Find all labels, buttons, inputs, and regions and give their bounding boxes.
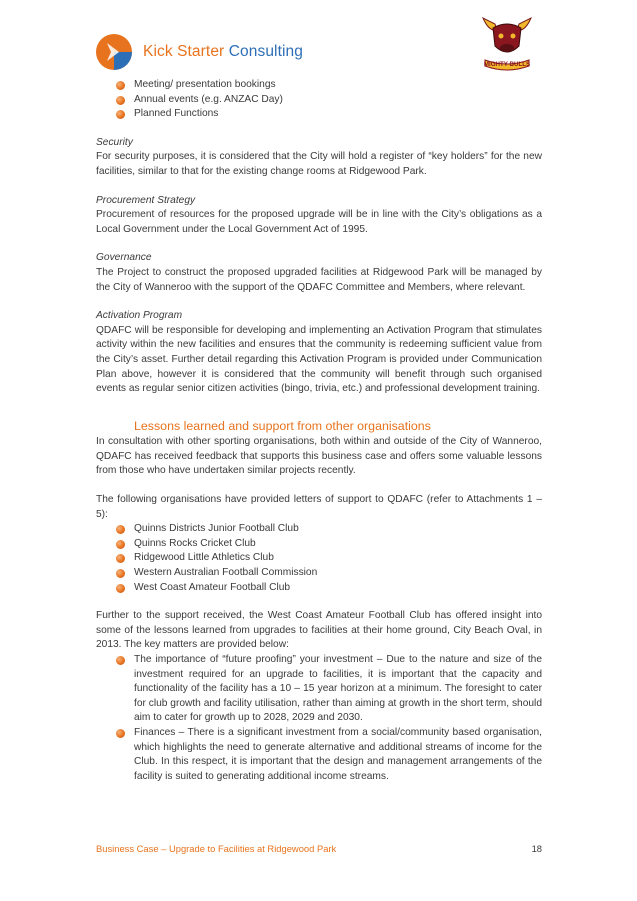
- lessons-intro: In consultation with other sporting organisations, both within and outside of the City of Wanneroo, QDAFC has received feedback that supports this business case and offers some valuable lessons from those who have undertaken similar projects recently.: [96, 436, 542, 477]
- list-item: Annual events (e.g. ANZAC Day): [96, 93, 542, 108]
- procurement-body: Procurement of resources for the proposed upgrade will be in line with the City’s obligations as a Local Government under the Local Government Act of 1995.: [96, 209, 542, 235]
- footer-title: Business Case – Upgrade to Facilities at Ridgewood Park: [96, 843, 337, 854]
- lessons-heading: Lessons learned and support from other organisations: [134, 418, 431, 433]
- booking-list: [96, 78, 542, 122]
- activation-heading: Activation Program: [96, 310, 183, 322]
- security-heading: Security: [96, 136, 133, 148]
- kick-starter-logo: [95, 33, 315, 73]
- governance-body: The Project to construct the proposed upgraded facilities at Ridgewood Park will be managed by the City of Wanneroo with the support of the QDAFC Committee and Members, where relevant.: [96, 266, 542, 293]
- support-intro: The following organisations have provided letters of support to QDAFC (refer to Attachments 1 – 5):: [96, 494, 542, 520]
- list-item: Ridgewood Little Athletics Club: [96, 551, 542, 566]
- key-matters-list: [96, 653, 542, 784]
- further-paragraph: Further to the support received, the West Coast Amateur Football Club has offered insight into some of the lessons learned from upgrades to facilities at their home ground, City Beach Oval, in 2013. The key matters are provided below:: [96, 610, 542, 651]
- list-item: Meeting/ presentation bookings: [96, 78, 542, 93]
- bullet-icon: [116, 540, 125, 549]
- activation-body: QDAFC will be responsible for developing and implementing an Activation Program that stimulates activity within the new facilities and ensures that the community is redeeming sufficient value from the City’s asset. Further detail regarding this Activation Program is provided under Communication Plan above, however it is considered that the community will benefit through such organised events as regular senior citizen activities (bingo, trivia, etc.) and professional development training.: [96, 324, 542, 395]
- kick-starter-logo-icon: [95, 33, 133, 71]
- list-item: Quinns Districts Junior Football Club: [96, 522, 542, 537]
- bullet-icon: [116, 525, 125, 534]
- list-item: The importance of “future proofing” your investment – Due to the nature and size of the investment required for an upgrade to facilities, it is important that the capacity and functionality of the facility has a 10 – 15 year horizon at a minimum. The foresight to cater for club growth and facility utilisation, rather than aiming at growth in the short term, should aim to cater for growth up to 2028, 2029 and 2030.: [96, 653, 542, 726]
- governance-heading: Governance: [96, 252, 152, 264]
- bullet-icon: [116, 96, 125, 105]
- page-footer: [96, 843, 542, 854]
- brand-name: [143, 43, 303, 61]
- organisations-list: [96, 522, 542, 595]
- bullet-icon: [116, 584, 125, 593]
- procurement-heading: Procurement Strategy: [96, 194, 196, 206]
- bullet-icon: [116, 569, 125, 578]
- list-item: Finances – There is a significant investment from a social/community based organisation, which highlights the need to generate alternative and additional streams of income for the Club. In this respect, it is important that the design and management arrangements of the facility is suited to generating additional income streams.: [96, 726, 542, 784]
- mighty-bulls-logo-text: MIGHTY BULLS: [483, 61, 531, 68]
- bullet-icon: [116, 81, 125, 90]
- page-content: [96, 78, 542, 784]
- mighty-bulls-logo: [475, 10, 539, 74]
- list-item: Quinns Rocks Cricket Club: [96, 537, 542, 552]
- bullet-icon: [116, 656, 125, 665]
- bullet-icon: [116, 554, 125, 563]
- bullet-icon: [116, 110, 125, 119]
- list-item: Planned Functions: [96, 107, 542, 122]
- bullet-icon: [116, 729, 125, 738]
- brand-word-2: Consulting: [228, 43, 303, 60]
- brand-word-1: Kick Starter: [143, 43, 225, 60]
- list-item: West Coast Amateur Football Club: [96, 581, 542, 596]
- list-item: Western Australian Football Commission: [96, 566, 542, 581]
- security-body: For security purposes, it is considered that the City will hold a register of “key holders” for the new facilities, similar to that for the existing change rooms at Ridgewood Park.: [96, 151, 542, 177]
- page-number: 18: [531, 843, 542, 854]
